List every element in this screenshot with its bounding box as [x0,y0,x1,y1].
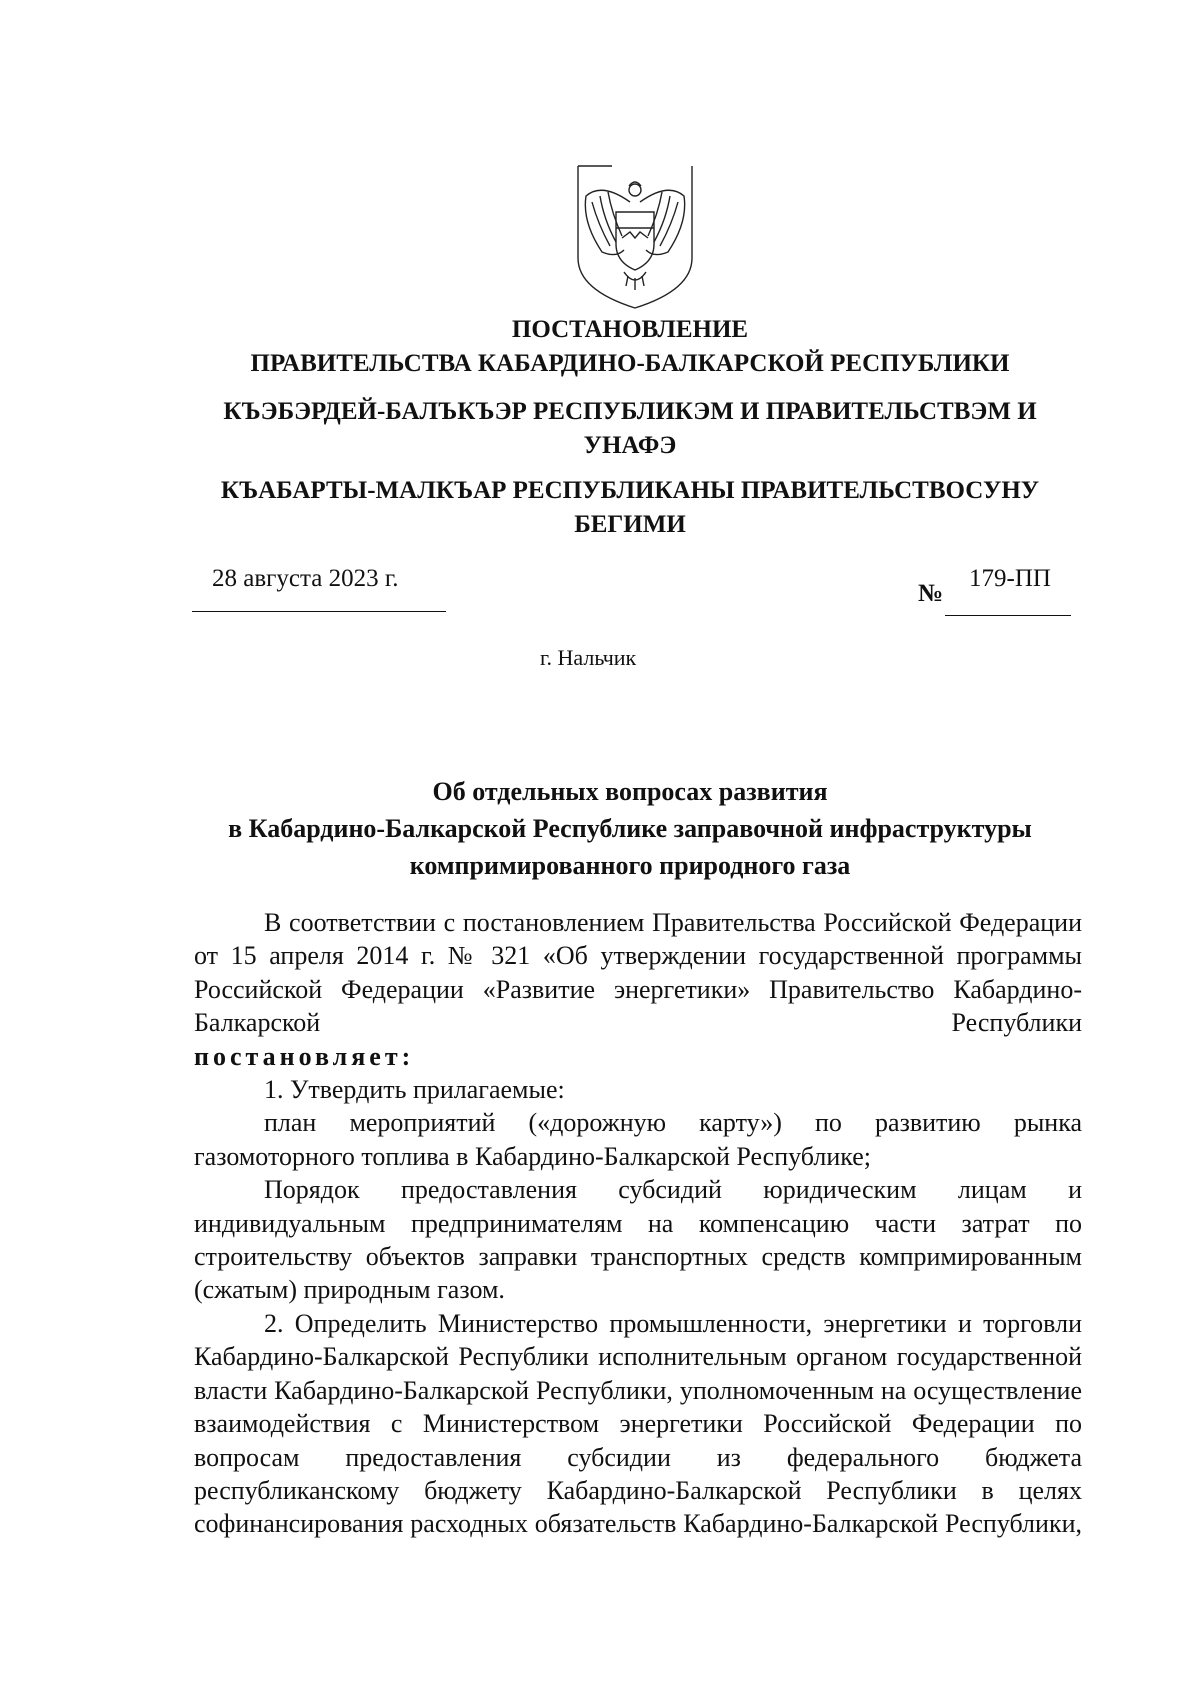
resolution-header-ru [190,313,1070,381]
city: г. Нальчик [540,645,637,670]
number-underline [945,615,1071,616]
item-1a-paragraph: план мероприятий («дорожную карту») по развитию рынка газомоторного топлива в Кабардино-Балкарской Республике; [194,1108,1082,1171]
header-title-ru-1: ПОСТАНОВЛЕНИЕ [511,316,749,343]
header-title-kab-2: УНАФЭ [583,432,677,459]
coat-of-arms-emblem [572,162,698,312]
document-title [190,773,1070,884]
header-title-bal-2: БЕГИМИ [574,511,686,538]
header-title-ru-2: ПРАВИТЕЛЬСТВА КАБАРДИНО-БАЛКАРСКОЙ РЕСПУБЛИКИ [250,350,1010,377]
date-underline [192,611,446,612]
number-sign: № [918,580,944,607]
document-date: 28 августа 2023 г. [212,565,399,592]
decree-word-paragraph [194,1040,1082,1073]
document-title-line-2: в Кабардино-Балкарской Республике заправочной инфраструктуры [228,814,1032,843]
header-title-bal-1: КЪАБАРТЫ-МАЛКЪАР РЕСПУБЛИКАНЫ ПРАВИТЕЛЬСТВОСУНУ [220,477,1040,504]
item-2-paragraph: 2. Определить Министерство промышленности, энергетики и торговли Кабардино-Балкарской Республики исполнительным органом государственной власти Кабардино-Балкарской Республики, уполномоченным на осуществление взаимодействия с Министерством энергетики Российской Федерации по вопросам предоставления субсидии из федерального бюджета республиканскому бюджету Кабардино-Балкарской Республики в целях софинансирования расходных обязательств Кабардино-Балкарской Республики, [194,1308,1082,1539]
resolution-header-bal [190,474,1070,542]
document-number: 179-ПП [969,565,1051,592]
document-title-line-1: Об отдельных вопросах развития [432,777,828,806]
preamble-paragraph: В соответствии с постановлением Правительства Российской Федерации от 15 апреля 2014 г. № 321 «Об утверждении государственной программы Российской Федерации «Развитие энергетики» Правительство Кабардино-Балкарской Республики [194,908,1082,1038]
decree-word: постановляет: [194,1041,415,1071]
item-1b-paragraph: Порядок предоставления субсидий юридическим лицам и индивидуальным предпринимателям на компенсацию части затрат по строительству объектов заправки транспортных средств компримированным (сжатым) природным газом. [194,1175,1082,1305]
document-body [194,906,1082,1541]
item-1-paragraph: 1. Утвердить прилагаемые: [264,1075,565,1105]
document-title-line-3: компримированного природного газа [409,851,851,880]
header-title-kab-1: КЪЭБЭРДЕЙ-БАЛЪКЪЭР РЕСПУБЛИКЭМ И ПРАВИТЕЛЬСТВЭМ И [223,398,1037,425]
resolution-header-kab [190,395,1070,463]
